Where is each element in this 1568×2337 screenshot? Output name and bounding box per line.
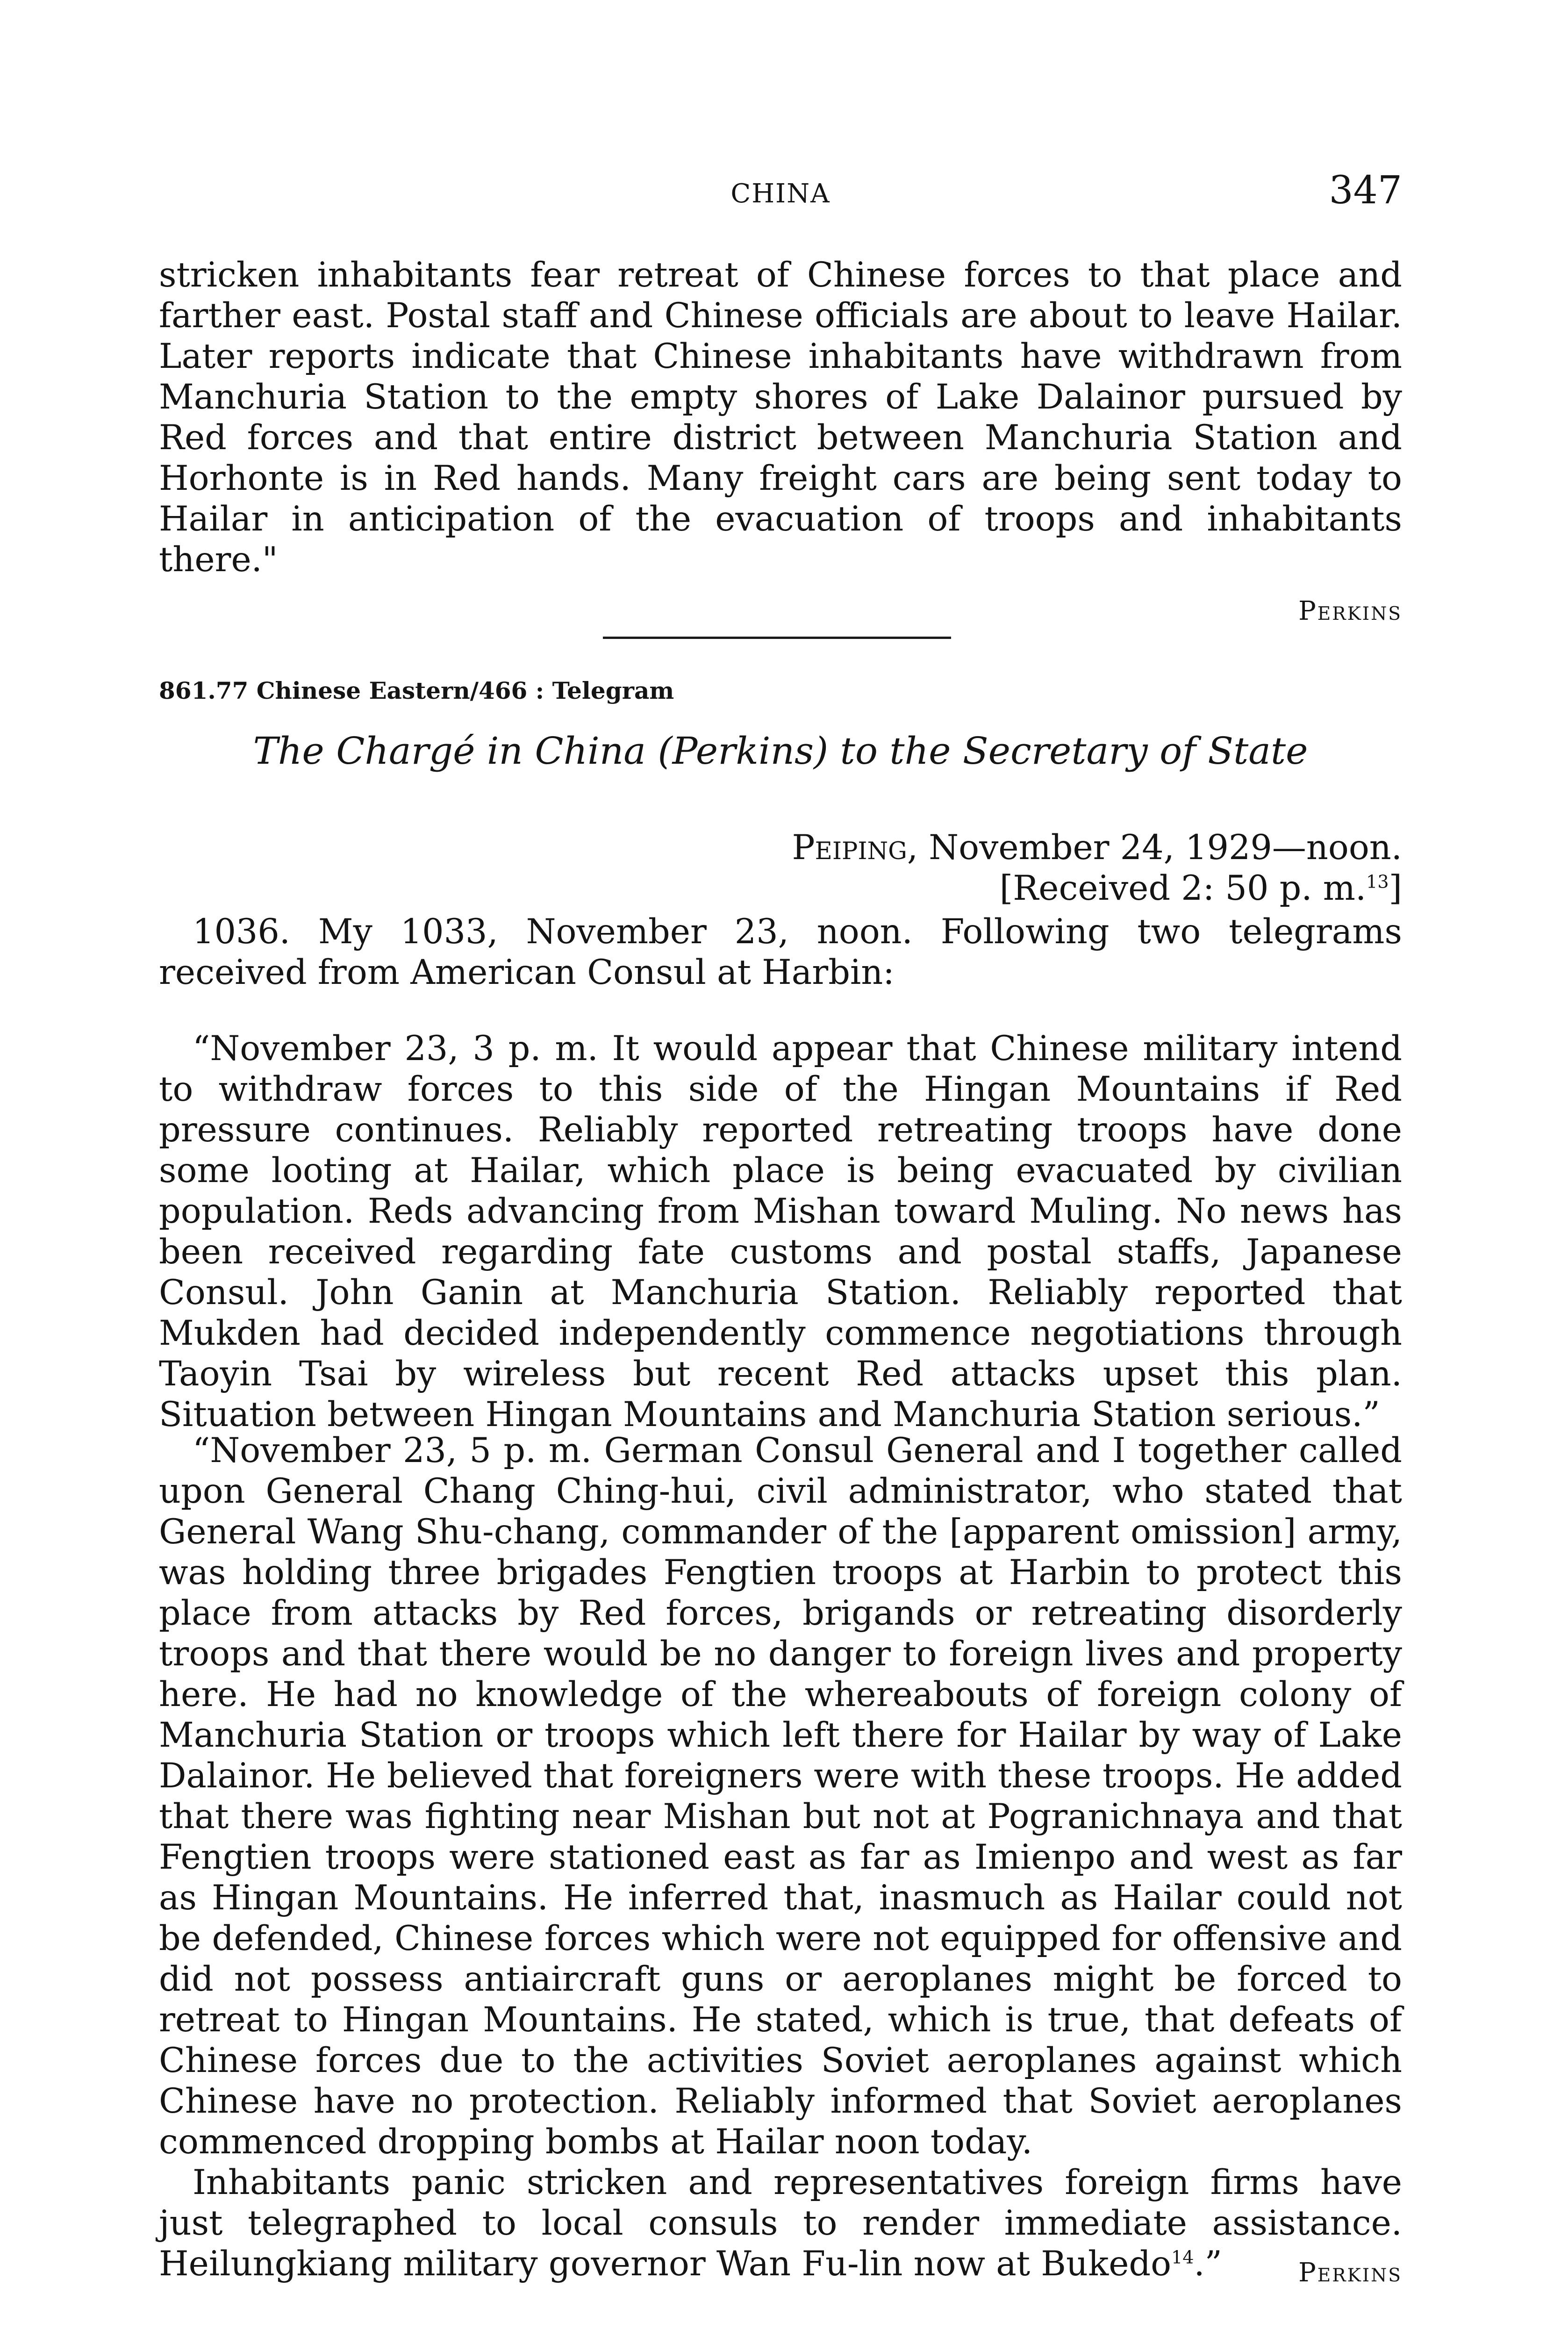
running-head	[159, 168, 1402, 220]
dateline	[792, 827, 1402, 909]
continuation-block	[159, 255, 1402, 580]
telegram-2-closing-quote: .”	[1194, 2244, 1222, 2284]
footnote-ref-14: 14	[1171, 2247, 1194, 2268]
document-signature: Perkins	[1298, 2258, 1402, 2288]
place: Peiping,	[792, 828, 918, 867]
continuation-signature: Perkins	[1298, 596, 1402, 626]
date: November 24, 1929—noon.	[929, 828, 1402, 867]
file-reference: 861.77 Chinese Eastern/466 : Telegram	[159, 677, 674, 704]
received-text: [Received 2: 50 p. m.	[999, 868, 1367, 908]
intro-block	[159, 911, 1402, 993]
received-line	[792, 868, 1402, 909]
telegram-1-block	[159, 1028, 1402, 1435]
place-date	[792, 827, 1402, 868]
document-title: The Chargé in China (Perkins) to the Secretary of State	[253, 729, 1308, 773]
received-bracket: ]	[1389, 868, 1402, 908]
page-number: 347	[1329, 168, 1402, 213]
telegram-2-closing-paragraph	[159, 2162, 1402, 2284]
telegram-2-block	[159, 1430, 1402, 2284]
section-divider	[603, 637, 951, 639]
continuation-paragraph: stricken inhabitants fear retreat of Chinese forces to that place and farther east. Postal staff and Chinese officials are about to leave Hailar. Later reports indicate that Chinese inhabitants have withdrawn from Manchuria Station to the empty shores of Lake Dalainor pursued by Red forces and that entire district between Manchuria Station and Horhonte is in Red hands. Many freight cars are being sent today to Hailar in anticipation of the evacuation of troops and inhabitants there."	[159, 255, 1402, 580]
telegram-2-paragraph: “November 23, 5 p. m. German Consul General and I together called upon General Chang Ching-hui, civil administrator, who stated that General Wang Shu-chang, commander of the [apparent omission] army, was holding three brigades Fengtien troops at Harbin to protect this place from attacks by Red forces, brigands or retreating disorderly troops and that there would be no danger to foreign lives and property here. He had no knowledge of the whereabouts of foreign colony of Manchuria Station or troops which left there for Hailar by way of Lake Dalainor. He believed that foreigners were with these troops. He added that there was fighting near Mishan but not at Pogranichnaya and that Fengtien troops were stationed east as far as Imienpo and west as far as Hingan Mountains. He inferred that, inasmuch as Hailar could not be defended, Chinese forces which were not equipped for offensive and did not possess antiaircraft guns or aeroplanes might be forced to retreat to Hingan Mountains. He stated, which is true, that defeats of Chinese forces due to the activities Soviet aeroplanes against which Chinese have no protection. Reliably informed that Soviet aeroplanes commenced dropping bombs at Hailar noon today.	[159, 1431, 1402, 2162]
footnote-ref-13: 13	[1366, 871, 1389, 892]
telegram-1-paragraph: “November 23, 3 p. m. It would appear that Chinese military intend to withdraw forces to this side of the Hingan Mountains if Red pressure continues. Reliably reported retreating troops have done some looting at Hailar, which place is being evacuated by civilian population. Reds advancing from Mishan toward Muling. No news has been received regarding fate customs and postal staffs, Japanese Consul. John Ganin at Manchuria Station. Reliably reported that Mukden had decided independently commence negotiations through Taoyin Tsai by wireless but recent Red attacks upset this plan. Situation between Hingan Mountains and Manchuria Station serious.”	[159, 1029, 1402, 1434]
intro-paragraph: 1036. My 1033, November 23, noon. Following two telegrams received from American Consul at Harbin:	[159, 912, 1402, 992]
running-title: CHINA	[730, 179, 831, 209]
telegram-2-closing-text: Inhabitants panic stricken and representatives foreign firms have just telegraphed to local consuls to render immediate assistance. Heilungkiang military governor Wan Fu-lin now at Bukedo	[159, 2163, 1402, 2284]
